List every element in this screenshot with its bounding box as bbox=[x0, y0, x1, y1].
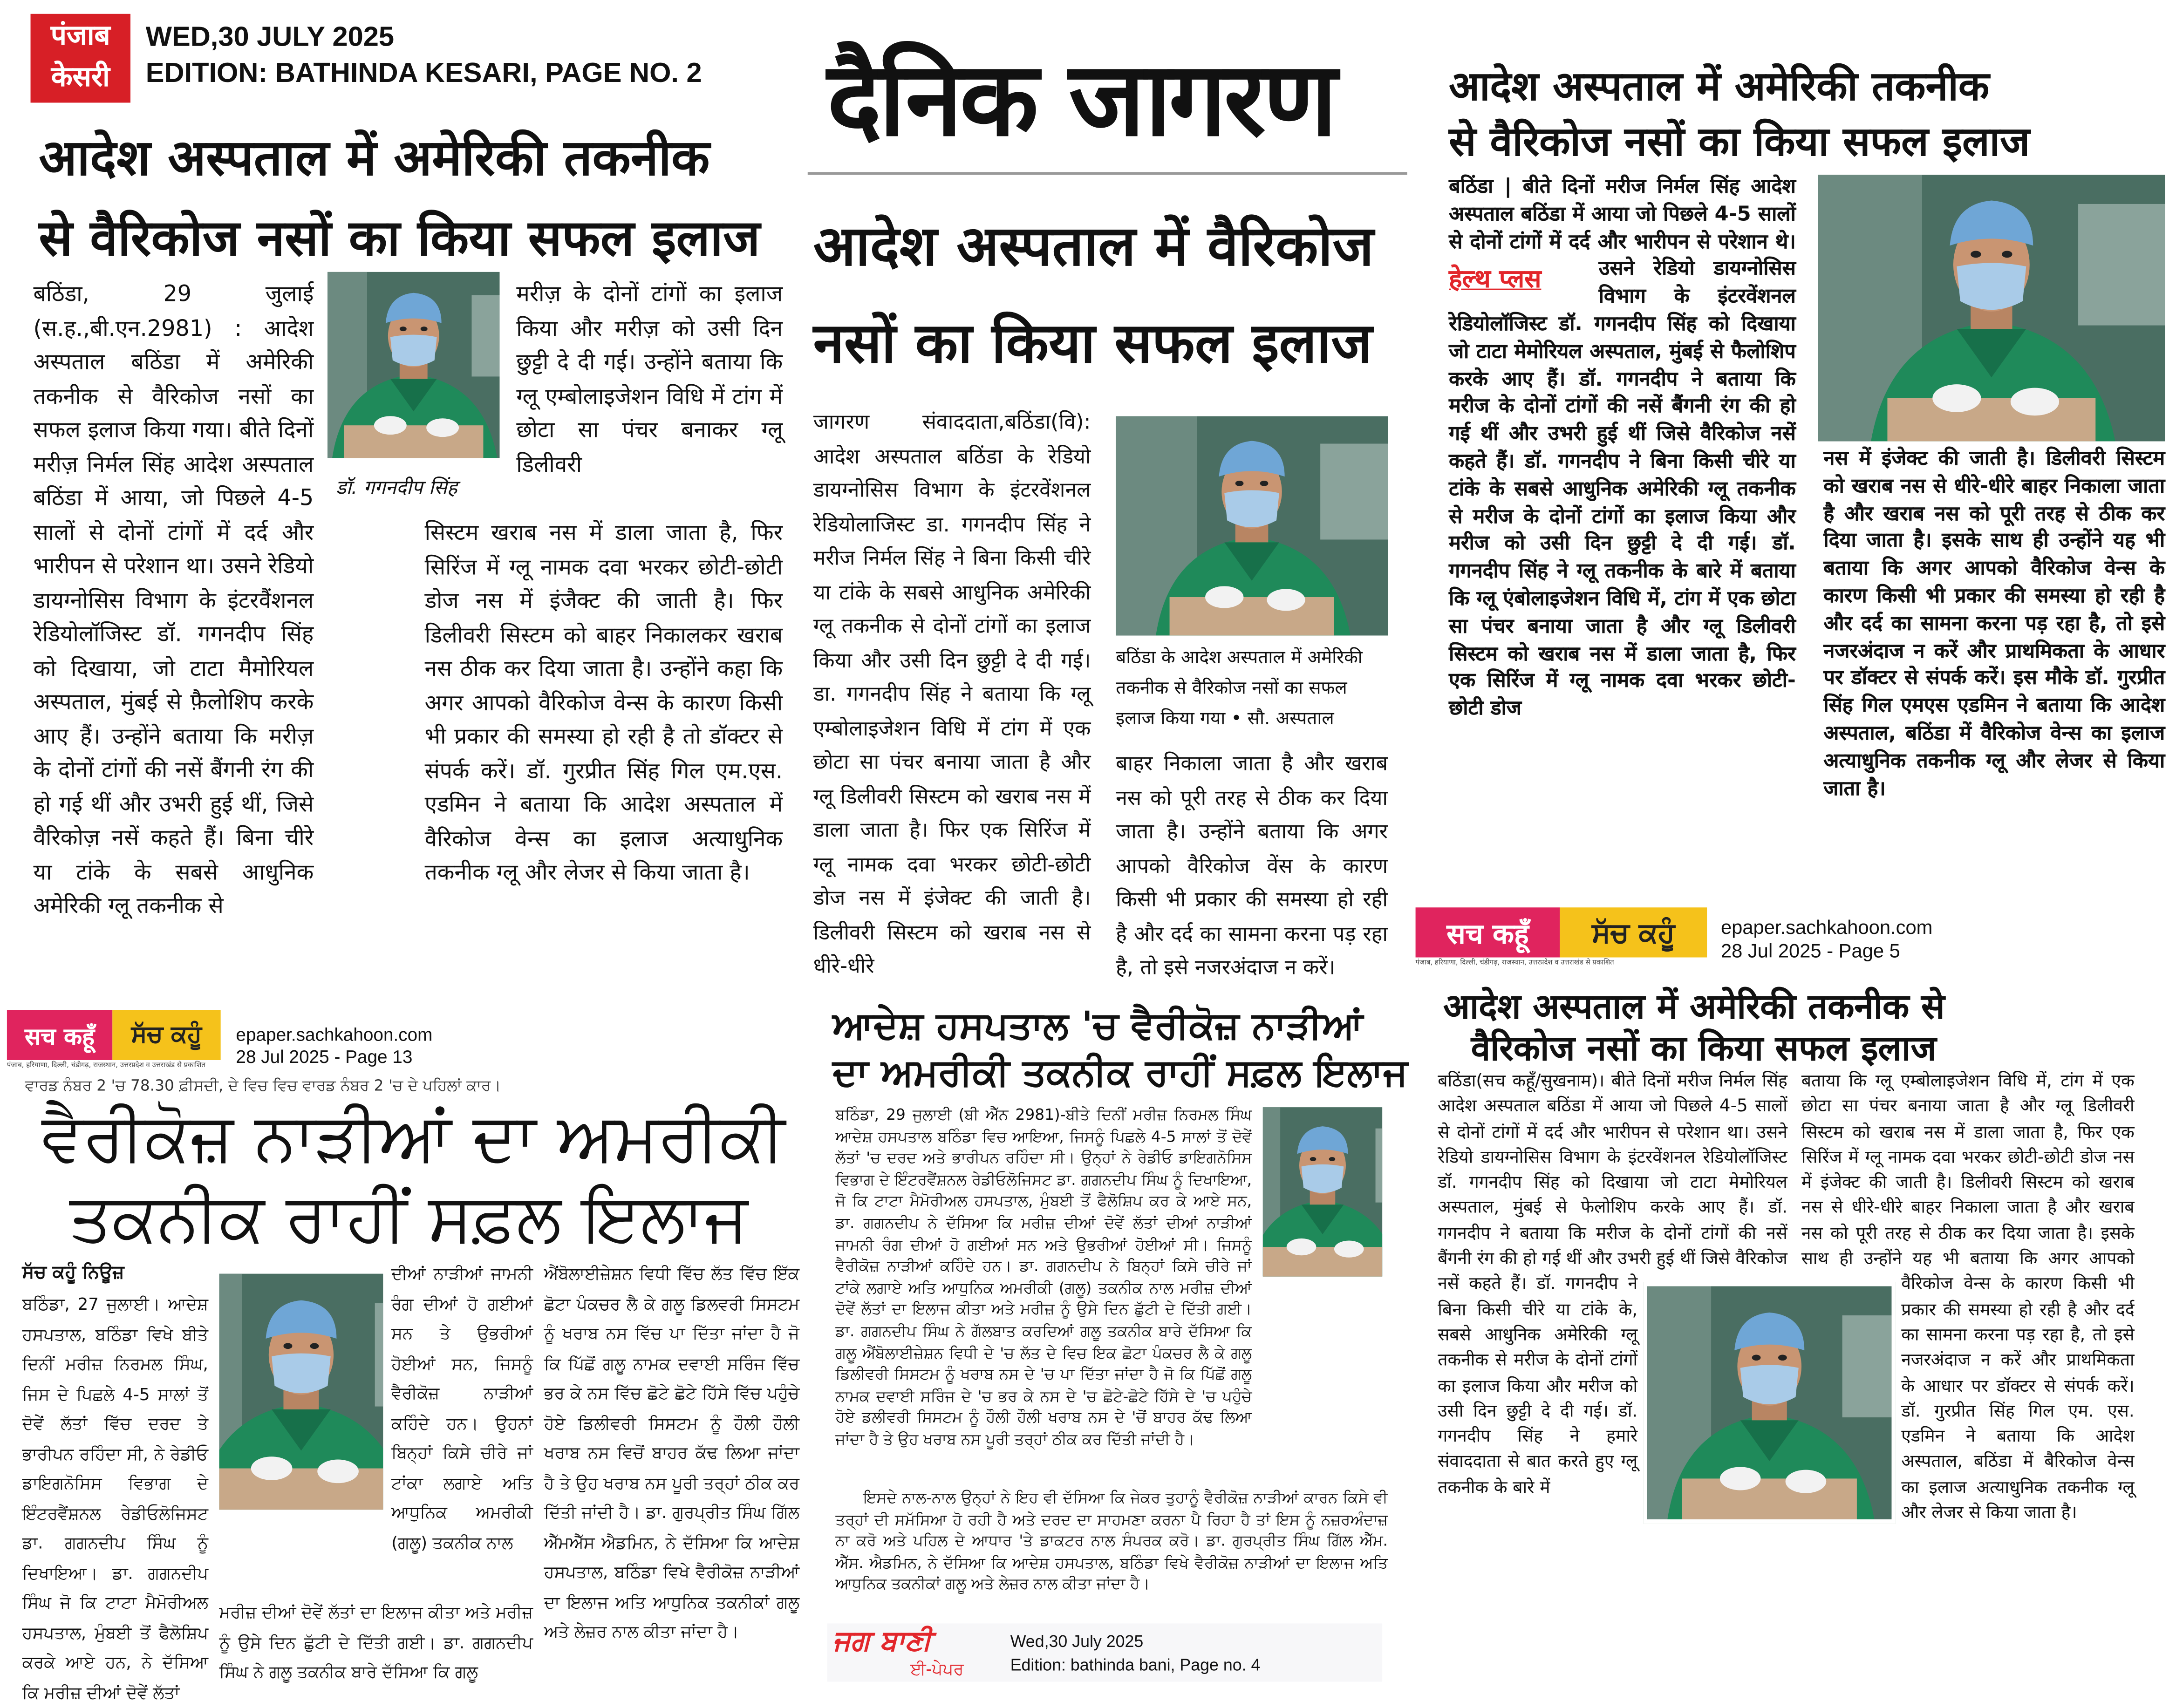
sachkahoon-hindi-clipping bbox=[1413, 0, 2176, 977]
edition-info: Edition: bathinda bani, Page no. 4 bbox=[1010, 1655, 1261, 1675]
doctor-photo bbox=[327, 272, 499, 458]
sachkahoon-hindi-clipping-2 bbox=[1424, 977, 2176, 1676]
article-column: बताया कि ग्लू एम्बोलाइजेशन विधि में, टांग में एक छोटा सा पंचर बनाया जाता है और ग्लू डिलीवरी सिस्टम को खराब नस में डाला जाता है, फिर एक सिरिंज में ग्लू नामक दवा भरकर छोटी-छोटी डोज नस में इंजेक्ट की जाती है। डिलीवरी सिस्टम को खराब नस से धीरे-धीरे बाहर निकाला जाता है और खराब नस को पूरी तरह से ठीक कर दिया जाता है। इसके साथ ही उन्होंने यह भी बताया कि अगर आपको वैरिकोज वेन्स के कारण किसी भी प्रकार की समस्या हो रही है और दर्द का सामना करना पड़ रहा है, तो इसे नजरअंदाज न करें और प्राथमिकता के आधार पर डॉक्टर से संपर्क करें। डॉ. गुरप्रीत सिंह गिल एम. एस. एडमिन ने बताया कि आदेश अस्पताल, बठिंडा में बैरिकोज वेन्स का इलाज अत्याधुनिक तकनीक ग्लू और लेजर से किया जाता है। bbox=[1801, 1069, 2135, 1523]
doctor-photo bbox=[1116, 416, 1388, 636]
doctor-photo bbox=[1818, 175, 2165, 441]
sachkahoon-punjabi-clipping bbox=[0, 1007, 805, 1702]
headline-line: आदेश अस्पताल में अमेरिकी तकनीक bbox=[39, 130, 710, 188]
logo-text: सच कहूँ bbox=[1416, 907, 1560, 957]
photo-caption: बठिंडा के आदेश अस्पताल में अमेरिकी तकनीक से वैरिकोज नसों का सफल इलाज किया गया • सौ. अस्पताल bbox=[1116, 648, 1363, 730]
headline-line: ਆਦੇਸ਼ ਹਸਪਤਾਲ 'ਚ ਵੈਰੀਕੋਜ਼ ਨਾੜੀਆਂ bbox=[832, 1004, 1363, 1048]
edition-date: WED,30 JULY 2025 bbox=[145, 22, 395, 53]
edition-date: Wed,30 July 2025 bbox=[1010, 1632, 1144, 1652]
epaper-site: epaper.sachkahoon.com bbox=[1720, 916, 1933, 938]
epaper-site: epaper.sachkahoon.com bbox=[236, 1024, 433, 1045]
punjab-kesari-clipping bbox=[0, 0, 799, 993]
byline: ਸੱਚ ਕਹੂੰ ਨਿਊਜ਼ bbox=[22, 1262, 124, 1284]
doctor-photo bbox=[1263, 1107, 1382, 1276]
epaper-date-page: 28 Jul 2025 - Page 13 bbox=[236, 1046, 413, 1067]
headline-line: ਤਕਨੀਕ ਰਾਹੀਂ ਸਫ਼ਲ ਇਲਾਜ bbox=[69, 1179, 748, 1257]
health-plus-badge: हेल्थ प्लस bbox=[1449, 265, 1542, 294]
sachkahoon-logo bbox=[1415, 907, 1707, 967]
article-column: बाहर निकाला जाता है और खराब नस को पूरी तरह से ठीक कर दिया जाता है। उन्होंने बताया कि अगर आपको वैरिकोज वेंस के कारण किसी भी प्रकार की समस्या हो रही है और दर्द का सामना करना पड़ रहा है, तो इसे नजरअंदाज न करें। bbox=[1116, 750, 1388, 980]
headline-line: से वैरिकोज नसों का किया सफल इलाज bbox=[1449, 118, 2030, 165]
doctor-photo bbox=[219, 1274, 383, 1510]
headline-line: से वैरिकोज नसों का किया सफल इलाज bbox=[39, 211, 760, 268]
jagbani-logo: ਜਗ ਬਾਣੀ bbox=[832, 1623, 932, 1657]
headline-line: नसों का किया सफल इलाज bbox=[813, 312, 1372, 376]
article-column: नस में इंजेक्ट की जाती है। डिलीवरी सिस्टम को खराब नस से धीरे-धीरे बाहर निकाला जाता है और खराब नस को पूरी तरह से ठीक कर दिया जाता है। इसके साथ ही उन्होंने यह भी बताया कि अगर आपको वैरिकोज वेन्स के कारण किसी भी प्रकार की समस्या हो रही है और दर्द का सामना करना पड़ रहा है, तो इसे नजरअंदाज न करें और प्राथमिकता के आधार पर डॉक्टर से संपर्क करें। इस मौके डॉ. गुरप्रीत सिंह गिल एमएस एडमिन ने बताया कि आदेश अस्पताल, बठिंडा में वैरिकोज वेन्स का इलाज अत्याधुनिक तकनीक ग्लू और लेजर से किया जाता है। bbox=[1823, 448, 2165, 800]
logo-text: ਸੱਚ ਕਹੂੰ bbox=[112, 1010, 220, 1060]
headline-line: आदेश अस्पताल में वैरिकोज bbox=[813, 215, 1374, 279]
headline-line: वैरिकोज नसों का किया सफल इलाज bbox=[1471, 1028, 1937, 1068]
article-column: मरीज़ के दोनों टांगों का इलाज किया और मरीज़ को उसी दिन छुट्टी दे दी गई। उन्होंने बताया कि ग्लू एम्बोलाइजेशन विधि में टांग में छोटा सा पंचर बनाकर ग्लू डिलीवरी bbox=[516, 280, 783, 477]
article-column: ਦੀਆਂ ਨਾੜੀਆਂ ਜਾਮਨੀ ਰੰਗ ਦੀਆਂ ਹੋ ਗਈਆਂ ਸਨ ਤੇ ਉਭਰੀਆਂ ਹੋਈਆਂ ਸਨ, ਜਿਸਨੂੰ ਵੈਰੀਕੋਜ਼ ਨਾੜੀਆਂ ਕਹਿੰਦੇ ਹਨ। ਉਹਨਾਂ ਬਿਨ੍ਹਾਂ ਕਿਸੇ ਚੀਰੇ ਜਾਂ ਟਾਂਕਾ ਲਗਾਏ ਅਤਿ ਆਧੁਨਿਕ ਅਮਰੀਕੀ (ਗਲੂ) ਤਕਨੀਕ ਨਾਲ bbox=[391, 1264, 533, 1552]
article-body: ਇਸਦੇ ਨਾਲ-ਨਾਲ ਉਨ੍ਹਾਂ ਨੇ ਇਹ ਵੀ ਦੱਸਿਆ ਕਿ ਜੇਕਰ ਤੁਹਾਨੂੰ ਵੈਰੀਕੋਜ਼ ਨਾੜੀਆਂ ਕਾਰਨ ਕਿਸੇ ਵੀ ਤਰ੍ਹਾਂ ਦੀ ਸਮੱਸਿਆ ਹੋ ਰਹੀ ਹੈ ਅਤੇ ਦਰਦ ਦਾ ਸਾਹਮਣਾ ਕਰਨਾ ਪੈ ਰਿਹਾ ਹੈ ਤਾਂ ਇਸ ਨੂੰ ਨਜ਼ਰਅੰਦਾਜ਼ ਨਾ ਕਰੋ ਅਤੇ ਪਹਿਲ ਦੇ ਆਧਾਰ 'ਤੇ ਡਾਕਟਰ ਨਾਲ ਸੰਪਰਕ ਕਰੋ। ਡਾ. ਗੁਰਪ੍ਰੀਤ ਸਿੰਘ ਗਿੱਲ ਐੱਮ. ਐੱਸ. ਐਡਮਿਨ, ਨੇ ਦੱਸਿਆ ਕਿ ਆਦੇਸ਼ ਹਸਪਤਾਲ, ਬਠਿੰਡਾ ਵਿਖੇ ਵੈਰੀਕੋਜ਼ ਨਾੜੀਆਂ ਦਾ ਇਲਾਜ ਅਤਿ ਆਧੁਨਿਕ ਤਕਨੀਕਾਂ ਗਲੂ ਅਤੇ ਲੇਜ਼ਰ ਨਾਲ ਕੀਤਾ ਜਾਂਦਾ ਹੈ। bbox=[835, 1489, 1388, 1594]
photo-caption: डॉ. गगनदीप सिंह bbox=[335, 477, 457, 500]
jagbani-footer bbox=[827, 1623, 1382, 1681]
article-column: जागरण संवाददाता,बठिंडा(वि): आदेश अस्पताल बठिंडा के रेडियो डायग्नोसिस विभाग के इंटरवेंशनल रेडियोलाजिस्ट डा. गगनदीप सिंह ने मरीज निर्मल सिंह ने बिना किसी चीरे या टांके के सबसे आधुनिक अमेरिकी ग्लू तकनीक से दोनों टांगों का इलाज किया और उसी दिन छुट्टी दे दी गई। डा. गगनदीप सिंह ने बताया कि ग्लू एम्बोलाइजेशन विधि में टांग में एक छोटा सा पंचर बनाया जाता है और ग्लू डिलीवरी सिस्टम को खराब नस में डाला जाता है। फिर एक सिरिंज में ग्लू नामक दवा भरकर छोटी-छोटी डोज नस में इंजेक्ट की जाती है। डिलीवरी सिस्टम को खराब नस से धीरे-धीरे bbox=[813, 409, 1091, 979]
logo-subtitle: पंजाब, हरियाणा, दिल्ली, चंडीगढ़, राजस्थान, उत्तरप्रदेश व उत्तराखंड से प्रकाशित bbox=[7, 1061, 205, 1070]
article-column: बठिंडा, 29 जुलाई (स.ह.,बी.एन.2981) : आदेश अस्पताल बठिंडा में अमेरिकी तकनीक से वैरिकोज नसों का सफल इलाज किया गया। बीते दिनों मरीज़ निर्मल सिंह आदेश अस्पताल बठिंडा में आया, जो पिछले 4-5 सालों से दोनों टांगों में दर्द और भारीपन से परेशान था। उसने रेडियो डायग्नोसिस विभाग के इंटरवैंशनल रेडियोलॉजिस्ट डॉ. गगनदीप सिंह को दिखाया, जो टाटा मैमोरियल अस्पताल, मुंबई से फ़ैलोशिप करके आए हैं। उन्होंने बताया कि मरीज़ के दोनों टांगों की नसें बैंगनी रंग की हो गई थीं और उभरी हुई थीं, जिसे वैरिकोज़ नसें कहते हैं। बिना चीरे या टांके के सबसे आधुनिक अमेरिकी ग्लू तकनीक से bbox=[33, 280, 314, 919]
sachkahoon-logo bbox=[7, 1010, 221, 1070]
logo-subtitle: पंजाब, हरियाणा, दिल्ली, चंडीगढ़, राजस्थान, उत्तरप्रदेश व उत्तराखंड से प्रकाशित bbox=[1415, 959, 1614, 967]
jagbani-clipping bbox=[822, 996, 1408, 1688]
headline-line: ਦਾ ਅਮਰੀਕੀ ਤਕਨੀਕ ਰਾਹੀਂ ਸਫ਼ਲ ਇਲਾਜ bbox=[832, 1052, 1408, 1095]
dainik-jagran-clipping bbox=[808, 0, 1407, 988]
headline-line: आदेश अस्पताल में अमेरिकी तकनीक bbox=[1449, 62, 1990, 110]
headline-line: ਵੈਰੀਕੋਜ਼ ਨਾੜੀਆਂ ਦਾ ਅਮਰੀਕੀ bbox=[41, 1099, 785, 1177]
article-column: बठिंडा | बीते दिनों मरीज निर्मल सिंह आदेश अस्पताल बठिंडा में आया जो पिछले 4-5 सालों से दोनों टांगों में दर्द और भारीपन से परेशान थे। उसने रेडियो डायग्नोसिस विभाग के इंटरवेंशनल रेडियोलॉजिस्ट डॉ. गगनदीप सिंह को दिखाया जो टाटा मेमोरियल अस्पताल, मुंबई से फैलोशिप करके आए हैं। डॉ. गगनदीप ने बताया कि मरीज के दोनों टांगों की नसें बैंगनी रंग की हो गई थीं और उभरी हुई थीं जिसे वैरिकोज नसें कहते हैं। डॉ. गगनदीप ने बिना किसी चीरे या टांके के सबसे आधुनिक अमेरिकी ग्लू तकनीक से मरीज के दोनों टांगों का इलाज किया और मरीज को उसी दिन छुट्टी दे दी गई। डॉ. गगनदीप सिंह ने ग्लू तकनीक के बारे में बताया कि ग्लू एंबोलाइजेशन विधि में, टांग में एक छोटा सा पंचर बनाया जाता है और ग्लू डिलीवरी सिस्टम को खराब नस में डाला जाता है, फिर एक सिरिंज में ग्लू नामक दवा भरकर छोटी-छोटी डोज bbox=[1449, 176, 1796, 721]
edition-info: EDITION: BATHINDA KESARI, PAGE NO. 2 bbox=[145, 58, 702, 89]
headline-line: आदेश अस्पताल में अमेरिकी तकनीक से bbox=[1443, 987, 1945, 1027]
logo-line: पंजाब bbox=[51, 18, 110, 52]
photo-float-spacer bbox=[1801, 1277, 1901, 1526]
article-column-wrap bbox=[1801, 1068, 2135, 1674]
article-column: बठिंडा(सच कहूँ/सुखनाम)। बीते दिनों मरीज निर्मल सिंह आदेश अस्पताल बठिंडा में आया जो पिछले 4-5 सालों से दोनों टांगों में दर्द और भारीपन से परेशान था। उसने रेडियो डायग्नोसिस विभाग के इंटरवेंशनल रेडियोलॉजिस्ट डॉ. गगनदीप सिंह को दिखाया जो टाटा मेमोरियल अस्पताल, मुंबई से फेलोशिप करके आए हैं। डॉ. गगनदीप ने बताया कि मरीज के दोनों टांगों की नसें बैंगनी रंग की हो गई थीं और उभरी हुई थीं जिसे वैरिकोज नसें कहते हैं। डॉ. गगनदीप ने बिना किसी चीरे या टांके के, सबसे आधुनिक अमेरिकी ग्लू तकनीक से मरीज के दोनों टांगों का इलाज किया और मरीज को उसी दिन छुट्टी दे दी गई। डॉ. गगनदीप सिंह ने हमारे संवाददाता से बात करते हुए ग्लू तकनीक के बारे में bbox=[1438, 1069, 1787, 1497]
article-body: ਬਠਿੰਡਾ, 29 ਜੁਲਾਈ (ਬੀ ਐੱਨ 2981)-ਬੀਤੇ ਦਿਨੀਂ ਮਰੀਜ਼ ਨਿਰਮਲ ਸਿੰਘ ਆਦੇਸ਼ ਹਸਪਤਾਲ ਬਠਿੰਡਾ ਵਿਚ ਆਇਆ, ਜਿਸਨੂੰ ਪਿਛਲੇ 4-5 ਸਾਲਾਂ ਤੋਂ ਦੋਵੇਂ ਲੱਤਾਂ 'ਚ ਦਰਦ ਅਤੇ ਭਾਰੀਪਨ ਰਹਿੰਦਾ ਸੀ। ਉਨ੍ਹਾਂ ਨੇ ਰੇਡੀਓ ਡਾਇਗਨੋਸਿਸ ਵਿਭਾਗ ਦੇ ਇੰਟਰਵੈਂਸ਼ਨਲ ਰੇਡੀਓਲੋਜਿਸਟ ਡਾ. ਗਗਨਦੀਪ ਸਿੰਘ ਨੂੰ ਦਿਖਾਇਆ, ਜੋ ਕਿ ਟਾਟਾ ਮੈਮੋਰੀਅਲ ਹਸਪਤਾਲ, ਮੁੰਬਈ ਤੋਂ ਫੈਲੋਸ਼ਿਪ ਕਰ ਕੇ ਆਏ ਸਨ, ਡਾ. ਗਗਨਦੀਪ ਨੇ ਦੱਸਿਆ ਕਿ ਮਰੀਜ਼ ਦੀਆਂ ਦੋਵੇਂ ਲੱਤਾਂ ਦੀਆਂ ਨਾੜੀਆਂ ਜਾਮਨੀ ਰੰਗ ਦੀਆਂ ਹੋ ਗਈਆਂ ਸਨ ਅਤੇ ਉਭਰੀਆਂ ਹੋਈਆਂ ਸੀ। ਜਿਸਨੂੰ ਵੈਰੀਕੋਜ਼ ਨਾੜੀਆਂ ਕਹਿੰਦੇ ਹਨ। ਡਾ. ਗਗਨਦੀਪ ਨੇ ਬਿਨ੍ਹਾਂ ਕਿਸੇ ਚੀਰੇ ਜਾਂ ਟਾਂਕੇ ਲਗਾਏ ਅਤਿ ਆਧੁਨਿਕ ਅਮਰੀਕੀ (ਗਲੂ) ਤਕਨੀਕ ਨਾਲ ਮਰੀਜ਼ ਦੀਆਂ ਦੋਵੇਂ ਲੱਤਾਂ ਦਾ ਇਲਾਜ ਕੀਤਾ ਅਤੇ ਮਰੀਜ਼ ਨੂੰ ਉਸੇ ਦਿਨ ਛੁੱਟੀ ਦੇ ਦਿੱਤੀ ਗਈ। ਡਾ. ਗਗਨਦੀਪ ਸਿੰਘ ਨੇ ਗੱਲਬਾਤ ਕਰਦਿਆਂ ਗਲੂ ਤਕਨੀਕ ਬਾਰੇ ਦੱਸਿਆ ਕਿ ਗਲੂ ਐਂਬੋਲਾਈਜ਼ੇਸ਼ਨ ਵਿਧੀ ਦੇ 'ਚ ਲੱਤ ਦੇ ਵਿਚ ਇਕ ਛੋਟਾ ਪੰਕਚਰ ਲੈ ਕੇ ਗਲੂ ਡਿਲੀਵਰੀ ਸਿਸਟਮ ਨੂੰ ਖਰਾਬ ਨਸ ਦੇ 'ਚ ਪਾ ਦਿੱਤਾ ਜਾਂਦਾ ਹੈ ਜੋ ਕਿ ਪਿੱਛੋਂ ਗਲੂ ਨਾਮਕ ਦਵਾਈ ਸਰਿੰਜ ਦੇ 'ਚ ਭਰ ਕੇ ਨਸ ਦੇ 'ਚ ਛੋਟੇ-ਛੋਟੇ ਹਿੱਸੇ ਦੇ 'ਚ ਪਹੁੰਚੇ ਹੋਏ ਡਲੀਵਰੀ ਸਿਸਟਮ ਨੂੰ ਹੌਲੀ ਹੌਲੀ ਖਰਾਬ ਨਸ ਦੇ 'ਚੋਂ ਬਾਹਰ ਕੱਢ ਲਿਆ ਜਾਂਦਾ ਹੈ ਤੇ ਉਹ ਖਰਾਬ ਨਸ ਪੂਰੀ ਤਰ੍ਹਾਂ ਠੀਕ ਕਰ ਦਿੱਤੀ ਜਾਂਦੀ ਹੈ। bbox=[835, 1106, 1252, 1449]
punjab-kesari-logo bbox=[31, 14, 130, 103]
article-column: ਬਠਿੰਡਾ, 27 ਜੁਲਾਈ। ਆਦੇਸ਼ ਹਸਪਤਾਲ, ਬਠਿੰਡਾ ਵਿਖੇ ਬੀਤੇ ਦਿਨੀਂ ਮਰੀਜ਼ ਨਿਰਮਲ ਸਿੰਘ, ਜਿਸ ਦੇ ਪਿਛਲੇ 4-5 ਸਾਲਾਂ ਤੋਂ ਦੋਵੇਂ ਲੱਤਾਂ ਵਿੱਚ ਦਰਦ ਤੇ ਭਾਰੀਪਨ ਰਹਿੰਦਾ ਸੀ, ਨੇ ਰੇਡੀਓ ਡਾਇਗਨੋਸਿਸ ਵਿਭਾਗ ਦੇ ਇੰਟਰਵੈਂਸ਼ਨਲ ਰੇਡੀਓਲੋਜਿਸਟ ਡਾ. ਗਗਨਦੀਪ ਸਿੰਘ ਨੂੰ ਦਿਖਾਇਆ। ਡਾ. ਗਗਨਦੀਪ ਸਿੰਘ ਜੋ ਕਿ ਟਾਟਾ ਮੈਮੋਰੀਅਲ ਹਸਪਤਾਲ, ਮੁੰਬਈ ਤੋਂ ਫੈਲੋਸ਼ਿਪ ਕਰਕੇ ਆਏ ਹਨ, ਨੇ ਦੱਸਿਆ ਕਿ ਮਰੀਜ਼ ਦੀਆਂ ਦੋਵੇਂ ਲੱਤਾਂ bbox=[22, 1294, 208, 1702]
logo-text: ਸੱਚ ਕਹੂੰ bbox=[1560, 907, 1707, 957]
masthead-rule bbox=[808, 172, 1407, 175]
article-column: सिस्टम खराब नस में डाला जाता है, फिर सिरिंज में ग्लू नामक दवा भरकर छोटी-छोटी डोज नस में इंजैक्ट की जाती है। फिर डिलीवरी सिस्टम को बाहर निकालकर खराब नस ठीक कर दिया जाता है। उन्होंने कहा कि अगर आपको वैरिकोज वेन्स के कारण किसी भी प्रकार की समस्या हो रही है तो डॉक्टर से संपर्क करें। डॉ. गुरप्रीत सिंह गिल एम.एस. एडमिन ने बताया कि आदेश अस्पताल में वैरिकोज वेन्स का इलाज अत्याधुनिक तकनीक ग्लू और लेजर से किया जाता है। bbox=[424, 519, 783, 885]
masthead: दैनिक जागरण bbox=[827, 40, 1335, 160]
article-column: ਮਰੀਜ਼ ਦੀਆਂ ਦੋਵੇਂ ਲੱਤਾਂ ਦਾ ਇਲਾਜ ਕੀਤਾ ਅਤੇ ਮਰੀਜ਼ ਨੂੰ ਉਸੇ ਦਿਨ ਛੁੱਟੀ ਦੇ ਦਿੱਤੀ ਗਈ। ਡਾ. ਗਗਨਦੀਪ ਸਿੰਘ ਨੇ ਗਲੂ ਤਕਨੀਕ ਬਾਰੇ ਦੱਸਿਆ ਕਿ ਗਲੂ bbox=[219, 1602, 533, 1682]
logo-line: केसरी bbox=[51, 60, 110, 93]
cut-off-text-line: ਵਾਰਡ ਨੰਬਰ 2 'ਚ 78.30 ਫ਼ੀਸਦੀ, ਦੇ ਵਿਚ ਵਿਚ ਵਾਰਡ ਨੰਬਰ 2 'ਚ ਦੇ ਪਹਿਲਾਂ ਕਾਰ। bbox=[25, 1076, 501, 1095]
epaper-date-page: 28 Jul 2025 - Page 5 bbox=[1720, 939, 1900, 962]
article-column: ਐਂਬੋਲਾਈਜ਼ੇਸ਼ਨ ਵਿਧੀ ਵਿੱਚ ਲੱਤ ਵਿੱਚ ਇੱਕ ਛੋਟਾ ਪੰਕਚਰ ਲੈ ਕੇ ਗਲੂ ਡਿਲਵਰੀ ਸਿਸਟਮ ਨੂੰ ਖਰਾਬ ਨਸ ਵਿੱਚ ਪਾ ਦਿੱਤਾ ਜਾਂਦਾ ਹੈ ਜੋ ਕਿ ਪਿੱਛੋਂ ਗਲੂ ਨਾਮਕ ਦਵਾਈ ਸਰਿੰਜ ਵਿੱਚ ਭਰ ਕੇ ਨਸ ਵਿੱਚ ਛੋਟੇ ਛੋਟੇ ਹਿੱਸੇ ਵਿੱਚ ਪਹੁੰਚੇ ਹੋਏ ਡਿਲੀਵਰੀ ਸਿਸਟਮ ਨੂੰ ਹੌਲੀ ਹੌਲੀ ਖਰਾਬ ਨਸ ਵਿਚੋਂ ਬਾਹਰ ਕੱਢ ਲਿਆ ਜਾਂਦਾ ਹੈ ਤੇ ਉਹ ਖਰਾਬ ਨਸ ਪੂਰੀ ਤਰ੍ਹਾਂ ਠੀਕ ਕਰ ਦਿੱਤੀ ਜਾਂਦੀ ਹੈ। ਡਾ. ਗੁਰਪ੍ਰੀਤ ਸਿੰਘ ਗਿੱਲ ਐੱਮਐੱਸ ਐਡਮਿਨ, ਨੇ ਦੱਸਿਆ ਕਿ ਆਦੇਸ਼ ਹਸਪਤਾਲ, ਬਠਿੰਡਾ ਵਿਖੇ ਵੈਰੀਕੋਜ਼ ਨਾੜੀਆਂ ਦਾ ਇਲਾਜ ਅਤਿ ਆਧੁਨਿਕ ਤਕਨੀਕਾਂ ਗਲੂ ਅਤੇ ਲੇਜ਼ਰ ਨਾਲ ਕੀਤਾ ਜਾਂਦਾ ਹੈ। bbox=[544, 1264, 799, 1642]
article-column-wrap bbox=[1449, 175, 1796, 888]
jagbani-logo-sub: ਈ-ਪੇਪਰ bbox=[910, 1659, 964, 1679]
logo-text: सच कहूँ bbox=[7, 1010, 112, 1060]
